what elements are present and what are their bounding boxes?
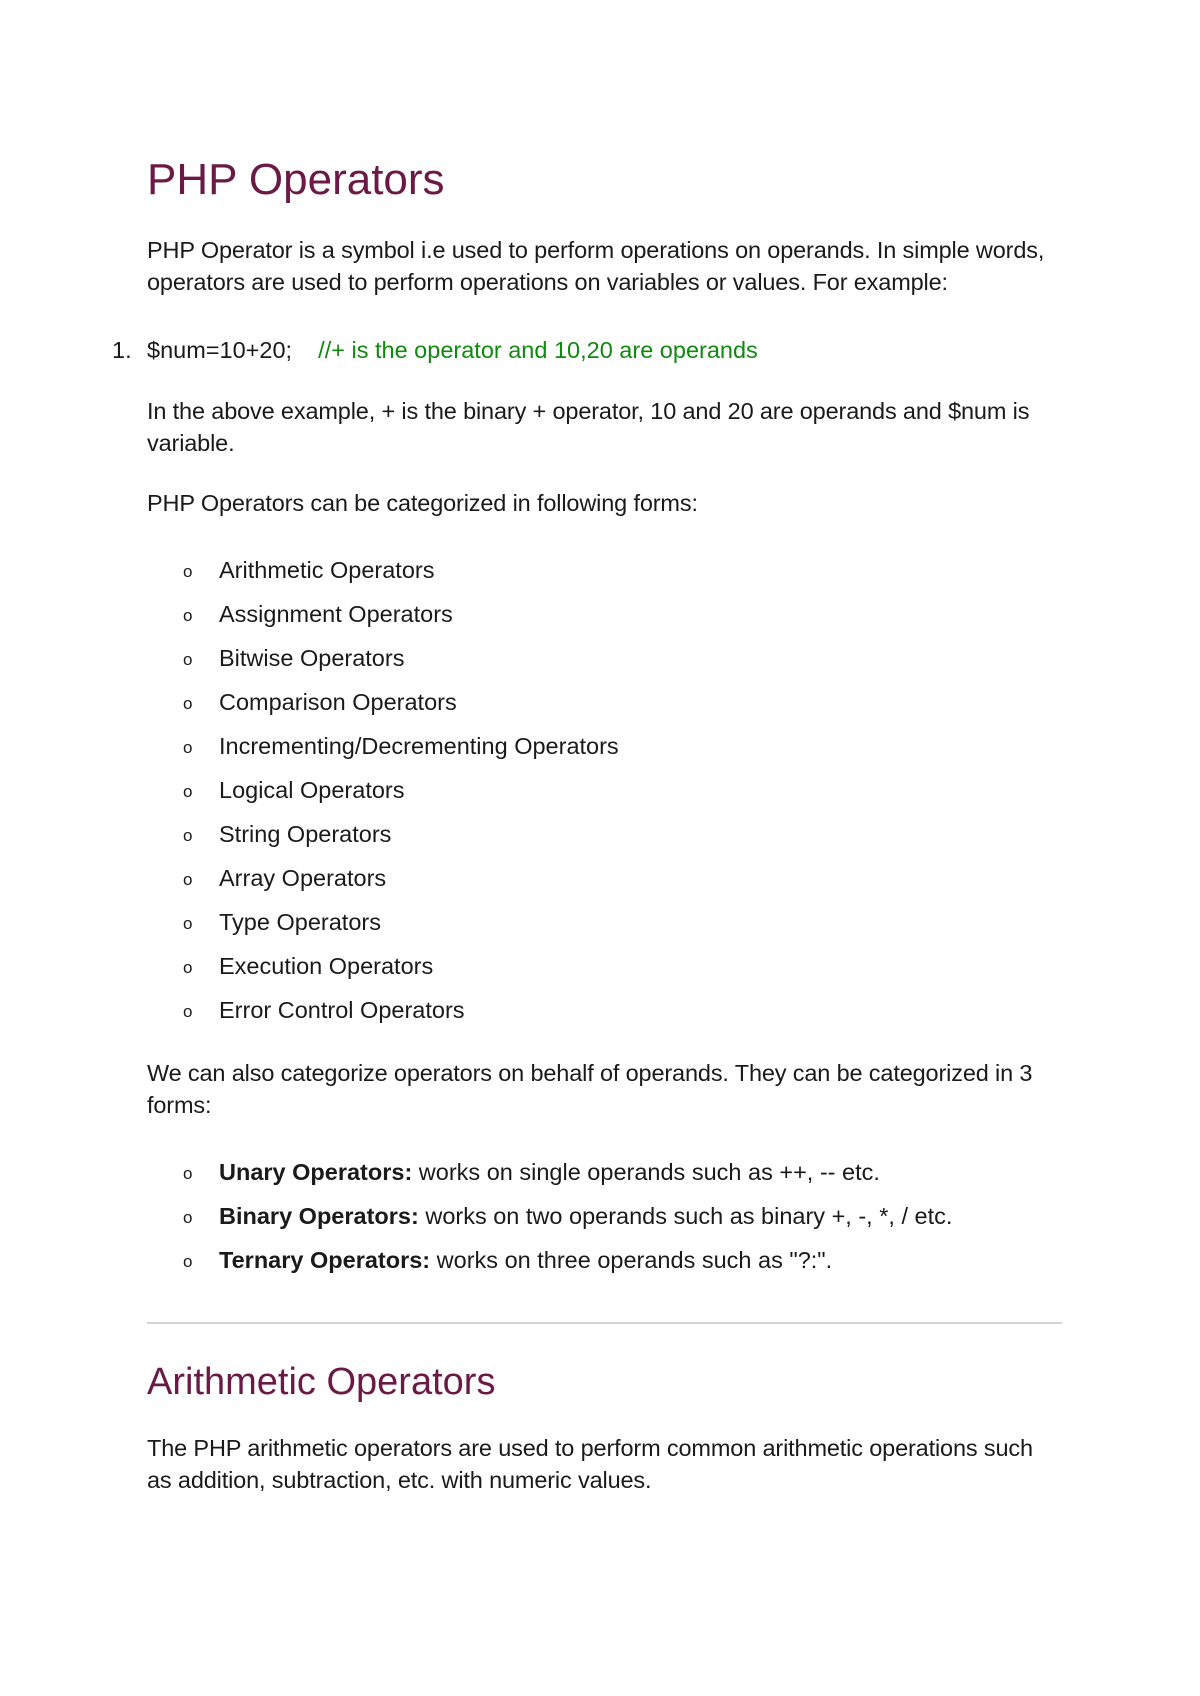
list-item xyxy=(147,730,619,774)
code-statement: $num=10+20; xyxy=(147,337,293,363)
operand-form-term: Binary Operators: xyxy=(219,1203,419,1229)
bullet-icon: o xyxy=(183,1252,193,1271)
list-item xyxy=(147,642,619,686)
operand-form-description: works on single operands such as ++, -- etc. xyxy=(412,1159,880,1185)
list-item xyxy=(147,906,619,950)
code-line-number: 1. xyxy=(112,337,132,363)
operands-intro: We can also categorize operators on behalf of operands. They can be categorized in 3 forms: xyxy=(147,1060,1033,1118)
categories-list xyxy=(147,554,619,1038)
list-item xyxy=(147,1156,952,1200)
operand-forms-list xyxy=(147,1156,952,1288)
list-item-label: Bitwise Operators xyxy=(219,645,405,671)
bullet-icon: o xyxy=(183,606,193,625)
bullet-icon: o xyxy=(183,782,193,801)
arithmetic-intro: The PHP arithmetic operators are used to perform common arithmetic operations such as addition, subtraction, etc. with numeric values. xyxy=(147,1435,1033,1493)
bullet-icon: o xyxy=(183,870,193,889)
page-title: PHP Operators xyxy=(147,155,445,204)
intro-paragraph: PHP Operator is a symbol i.e used to perform operations on operands. In simple words, operators are used to perform operations on variables or values. For example: xyxy=(147,237,1045,295)
list-item-label: Execution Operators xyxy=(219,953,434,979)
section-divider xyxy=(147,1322,1062,1324)
categories-intro: PHP Operators can be categorized in following forms: xyxy=(147,490,698,516)
list-item xyxy=(147,994,619,1038)
list-item xyxy=(147,686,619,730)
bullet-icon: o xyxy=(183,694,193,713)
bullet-icon: o xyxy=(183,1002,193,1021)
list-item-label: Assignment Operators xyxy=(219,601,453,627)
explanation-paragraph: In the above example, + is the binary + operator, 10 and 20 are operands and $num is variable. xyxy=(147,398,1030,456)
list-item-label: Incrementing/Decrementing Operators xyxy=(219,733,619,759)
list-item-label: String Operators xyxy=(219,821,392,847)
operand-form-term: Ternary Operators: xyxy=(219,1247,431,1273)
list-item xyxy=(147,554,619,598)
operand-form-term: Unary Operators: xyxy=(219,1159,413,1185)
list-item xyxy=(147,774,619,818)
operand-form-description: works on two operands such as binary +, -, *, / etc. xyxy=(418,1203,953,1229)
list-item-label: Type Operators xyxy=(219,909,381,935)
list-item-label: Comparison Operators xyxy=(219,689,457,715)
bullet-icon: o xyxy=(183,958,193,977)
bullet-icon: o xyxy=(183,914,193,933)
code-comment: //+ is the operator and 10,20 are operands xyxy=(318,337,758,363)
bullet-icon: o xyxy=(183,562,193,581)
bullet-icon: o xyxy=(183,826,193,845)
bullet-icon: o xyxy=(183,738,193,757)
list-item xyxy=(147,1200,952,1244)
list-item xyxy=(147,818,619,862)
list-item-label: Error Control Operators xyxy=(219,997,465,1023)
bullet-icon: o xyxy=(183,1208,193,1227)
list-item xyxy=(147,598,619,642)
list-item-label: Array Operators xyxy=(219,865,387,891)
code-example xyxy=(112,334,758,366)
bullet-icon: o xyxy=(183,650,193,669)
bullet-icon: o xyxy=(183,1164,193,1183)
list-item-label: Arithmetic Operators xyxy=(219,557,435,583)
section-heading-arithmetic: Arithmetic Operators xyxy=(147,1361,496,1403)
operand-form-description: works on three operands such as "?:". xyxy=(430,1247,833,1273)
list-item xyxy=(147,1244,952,1288)
list-item xyxy=(147,950,619,994)
list-item xyxy=(147,862,619,906)
list-item-label: Logical Operators xyxy=(219,777,405,803)
